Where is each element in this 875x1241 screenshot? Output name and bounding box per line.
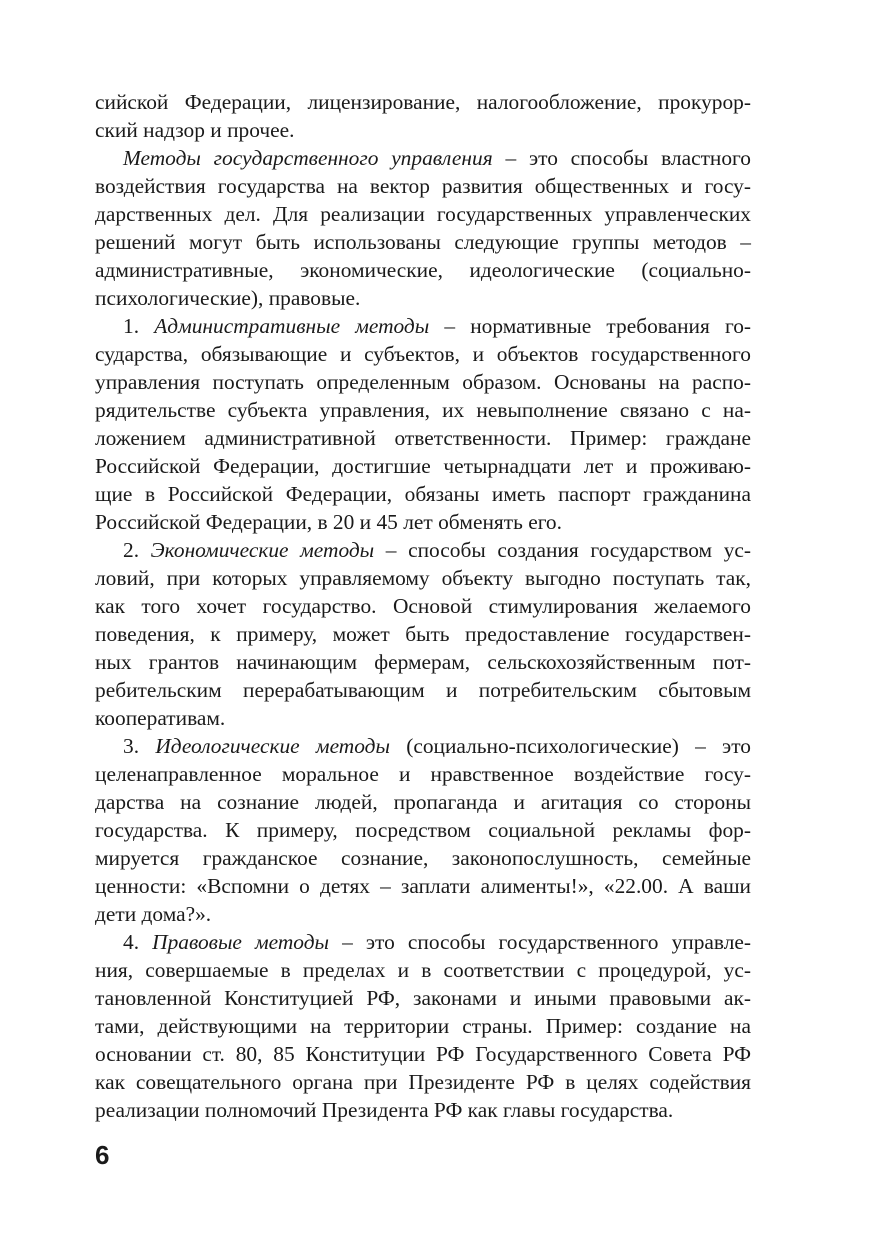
text-line: основании ст. 80, 85 Конституции РФ Государственного Совета РФ: [95, 1042, 751, 1066]
term-italic: Административные методы: [154, 314, 430, 338]
term-italic: Методы государственного управления: [123, 146, 493, 170]
text-line: управления поступать определенным образом. Основаны на распо-: [95, 370, 751, 394]
text-line: целенаправленное моральное и нравственное воздействие госу-: [95, 762, 751, 786]
text-line: ложением административной ответственности. Пример: граждане: [95, 426, 751, 450]
page-body: [95, 88, 751, 1124]
text-line: как совещательного органа при Президенте РФ в целях содействия: [95, 1070, 751, 1094]
text-line: [95, 732, 751, 760]
list-number: 1.: [123, 314, 155, 338]
text-line: как того хочет государство. Основой стимулирования желаемого: [95, 594, 751, 618]
text-line: тановленной Конституцией РФ, законами и иными правовыми ак-: [95, 986, 751, 1010]
paragraph: [95, 536, 751, 732]
list-number: 2.: [123, 538, 151, 562]
paragraph: [95, 928, 751, 1124]
text-line: дарственных дел. Для реализации государственных управленческих: [95, 202, 751, 226]
text-line: ценности: «Вспомни о детях – заплати алименты!», «22.00. А ваши: [95, 874, 751, 898]
text-line: дарства на сознание людей, пропаганда и агитация со стороны: [95, 790, 751, 814]
text-line: Российской Федерации, в 20 и 45 лет обменять его.: [95, 510, 562, 534]
text-line: дети дома?».: [95, 902, 212, 926]
text-line: [95, 536, 751, 564]
text-span: – нормативные требования го-: [429, 314, 752, 338]
text-line: сийской Федерации, лицензирование, налогообложение, прокурор-: [95, 90, 751, 114]
text-line: Российской Федерации, достигшие четырнадцати лет и проживаю-: [95, 454, 751, 478]
text-line: психологические), правовые.: [95, 286, 361, 310]
text-span: – это способы властного: [492, 146, 751, 170]
text-line: административные, экономические, идеологические (социально-: [95, 258, 751, 282]
term-italic: Идеологические методы: [155, 734, 390, 758]
text-line: воздействия государства на вектор развития общественных и госу-: [95, 174, 751, 198]
page-number: 6: [95, 1140, 110, 1170]
list-number: 3.: [123, 734, 156, 758]
text-span: (социально-психологические) – это: [389, 734, 751, 758]
text-line: [95, 144, 751, 172]
text-line: ребительским перерабатывающим и потребительским сбытовым: [95, 678, 751, 702]
list-number: 4.: [123, 930, 153, 954]
text-line: решений могут быть использованы следующие группы методов –: [95, 230, 751, 254]
term-italic: Экономические методы: [150, 538, 375, 562]
text-line: щие в Российской Федерации, обязаны иметь паспорт гражданина: [95, 482, 751, 506]
text-line: мируется гражданское сознание, законопослушность, семейные: [95, 846, 751, 870]
text-line: кооперативам.: [95, 706, 226, 730]
text-line: реализации полномочий Президента РФ как главы государства.: [95, 1098, 674, 1122]
text-line: поведения, к примеру, может быть предоставление государствен-: [95, 622, 751, 646]
term-italic: Правовые методы: [152, 930, 330, 954]
text-line: ловий, при которых управляемому объекту выгодно поступать так,: [95, 566, 751, 590]
text-line: [95, 928, 751, 956]
text-line: [95, 312, 751, 340]
text-span: – это способы государственного управле-: [329, 930, 752, 954]
text-line: тами, действующими на территории страны. Пример: создание на: [95, 1014, 751, 1038]
text-line: ский надзор и прочее.: [95, 118, 295, 142]
paragraph: [95, 88, 751, 144]
text-span: – способы создания государством ус-: [374, 538, 752, 562]
text-line: рядительстве субъекта управления, их невыполнение связано с на-: [95, 398, 751, 422]
paragraph: [95, 144, 751, 312]
text-line: государства. К примеру, посредством социальной рекламы фор-: [95, 818, 751, 842]
text-line: ния, совершаемые в пределах и в соответствии с процедурой, ус-: [95, 958, 751, 982]
text-line: ных грантов начинающим фермерам, сельскохозяйственным пот-: [95, 650, 751, 674]
text-line: сударства, обязывающие и субъектов, и объектов государственного: [95, 342, 751, 366]
paragraph: [95, 312, 751, 536]
paragraph: [95, 732, 751, 928]
